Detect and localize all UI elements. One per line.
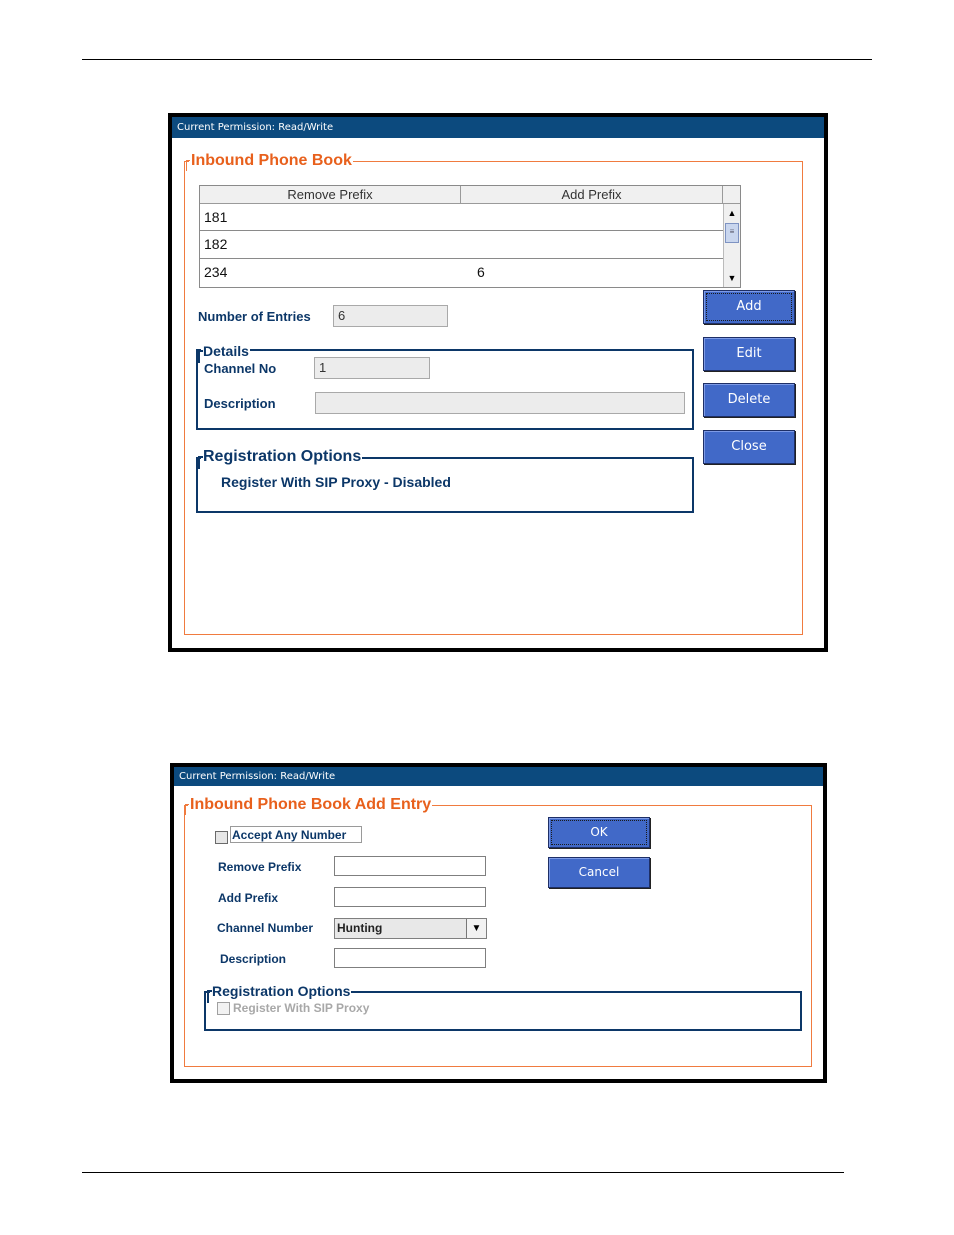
table-row[interactable] xyxy=(200,204,723,231)
window-body xyxy=(172,117,824,648)
table-row[interactable] xyxy=(200,259,723,287)
register-sip-proxy-checkbox[interactable] xyxy=(217,1002,230,1015)
add-prefix-label: Add Prefix xyxy=(218,891,279,905)
channel-number-value: Hunting xyxy=(337,921,383,935)
add-button[interactable]: Add xyxy=(703,290,795,324)
registration-options-title: Registration Options xyxy=(212,983,351,999)
cell-add-prefix: 6 xyxy=(477,264,485,280)
channel-no-label: Channel No xyxy=(204,361,277,376)
accept-any-number-text: Accept Any Number xyxy=(232,828,347,842)
register-sip-proxy-label: Register With SIP Proxy xyxy=(233,1001,370,1015)
remove-prefix-label: Remove Prefix xyxy=(218,860,302,874)
window-body xyxy=(174,767,823,1079)
cell-remove-prefix: 181 xyxy=(204,209,228,225)
phone-book-window xyxy=(168,113,828,652)
channel-number-select[interactable] xyxy=(334,918,487,939)
description-field[interactable] xyxy=(315,392,685,414)
edit-button[interactable]: Edit xyxy=(703,337,795,371)
title-bar xyxy=(174,767,823,786)
number-of-entries-field[interactable]: 6 xyxy=(333,305,448,327)
close-button[interactable]: Close xyxy=(703,430,795,464)
scroll-up-icon[interactable]: ▲ xyxy=(727,208,737,218)
cancel-button[interactable]: Cancel xyxy=(548,857,650,888)
column-header-add-prefix[interactable]: Add Prefix xyxy=(461,186,723,204)
phone-book-table xyxy=(199,185,741,288)
ok-button[interactable]: OK xyxy=(548,817,650,848)
registration-options-title: Registration Options xyxy=(203,448,362,465)
scroll-thumb-icon[interactable]: ≡ xyxy=(725,223,739,243)
accept-any-number-checkbox[interactable] xyxy=(215,831,228,844)
column-header-spacer xyxy=(723,186,740,204)
accept-any-number-label[interactable] xyxy=(230,826,362,843)
description-input[interactable] xyxy=(334,948,486,968)
description-label: Description xyxy=(220,952,287,966)
permission-text: Current Permission: Read/Write xyxy=(179,771,336,782)
group-title: Inbound Phone Book xyxy=(191,152,352,169)
add-entry-window xyxy=(170,763,827,1083)
dropdown-arrow-icon[interactable]: ▼ xyxy=(466,919,486,938)
register-sip-proxy-status: Register With SIP Proxy - Disabled xyxy=(221,474,451,490)
cell-remove-prefix: 234 xyxy=(204,264,228,280)
title-bar xyxy=(172,117,824,138)
add-prefix-input[interactable] xyxy=(334,887,486,907)
permission-text: Current Permission: Read/Write xyxy=(177,122,334,133)
channel-number-label: Channel Number xyxy=(217,921,314,935)
scroll-down-icon[interactable]: ▼ xyxy=(727,273,737,283)
column-header-remove-prefix[interactable]: Remove Prefix xyxy=(200,186,461,204)
channel-no-field[interactable]: 1 xyxy=(314,357,430,379)
footer-rule xyxy=(82,1172,844,1173)
vertical-scrollbar[interactable] xyxy=(723,204,740,287)
cell-remove-prefix: 182 xyxy=(204,236,228,252)
number-of-entries-label: Number of Entries xyxy=(198,309,311,324)
group-title: Inbound Phone Book Add Entry xyxy=(190,796,432,813)
delete-button[interactable]: Delete xyxy=(703,383,795,417)
table-row[interactable] xyxy=(200,231,723,259)
remove-prefix-input[interactable] xyxy=(334,856,486,876)
details-title: Details xyxy=(203,343,249,359)
header-rule xyxy=(82,59,872,60)
description-label: Description xyxy=(204,396,276,411)
